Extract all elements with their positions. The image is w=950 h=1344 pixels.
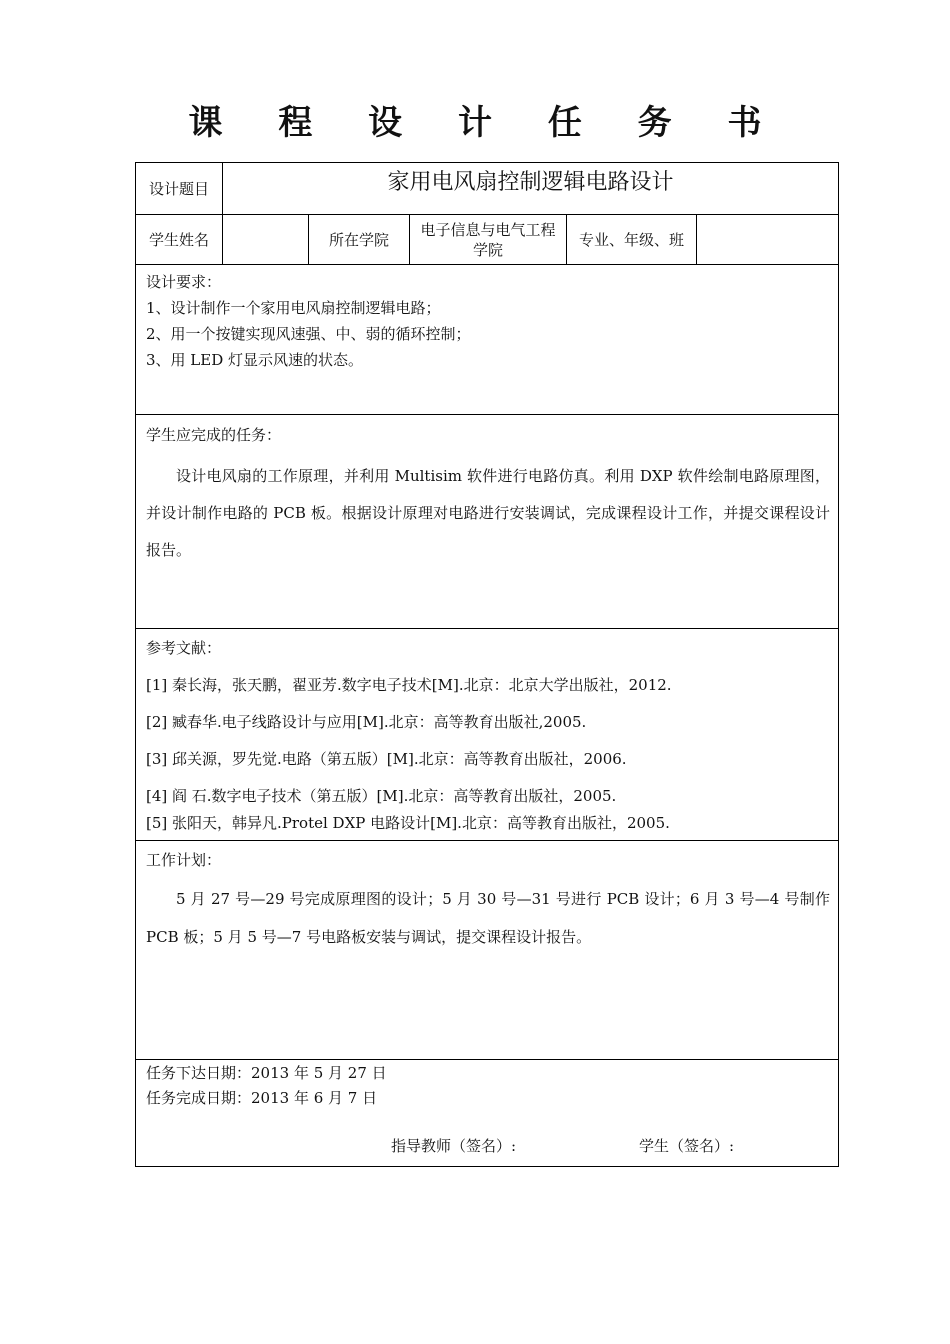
requirement-item: 2、用一个按键实现风速强、中、弱的循环控制；	[146, 325, 471, 343]
tasks-section	[146, 424, 830, 569]
teacher-signature-label: 指导教师（签名）:	[391, 1137, 517, 1155]
requirement-item: 3、用 LED 灯显示风速的状态。	[146, 351, 364, 369]
plan-heading: 工作计划：	[146, 851, 222, 869]
student-name-label: 学生姓名	[148, 230, 209, 249]
issue-date: 任务下达日期：2013 年 5 月 27 日	[146, 1064, 387, 1082]
college-label: 所在学院	[328, 230, 389, 249]
requirements-section	[146, 269, 471, 373]
requirement-item: 1、设计制作一个家用电风扇控制逻辑电路；	[146, 299, 441, 317]
reference-item: [5] 张阳天，韩异凡.Protel DXP 电路设计[M].北京：高等教育出版社，2005.	[146, 814, 670, 832]
tasks-body: 设计电风扇的工作原理，并利用 Multisim 软件进行电路仿真。利用 DXP 软件绘制电路原理图，并设计制作电路的 PCB 板。根据设计原理对电路进行安装调试，完成课程设计工作，并提交课程设计报告。	[146, 467, 830, 559]
major-label: 专业、年级、班	[578, 230, 684, 249]
reference-item: [4] 阎 石.数字电子技术（第五版）[M].北京：高等教育出版社，2005.	[146, 787, 617, 805]
major-value[interactable]	[697, 215, 838, 264]
topic-value: 家用电风扇控制逻辑电路设计	[387, 170, 674, 195]
plan-section	[146, 849, 830, 956]
reference-item: [2] 臧春华.电子线路设计与应用[M].北京：高等教育出版社,2005.	[146, 713, 587, 731]
references-heading: 参考文献：	[146, 639, 222, 657]
page-title: 课 程 设 计 任 务 书	[188, 103, 784, 143]
reference-item: [3] 邱关源，罗先觉.电路（第五版）[M].北京：高等教育出版社，2006.	[146, 750, 627, 768]
topic-label: 设计题目	[148, 179, 209, 198]
requirements-heading: 设计要求：	[146, 273, 222, 291]
dates-section	[146, 1061, 387, 1111]
student-name-value[interactable]	[223, 215, 308, 264]
complete-date: 任务完成日期：2013 年 6 月 7 日	[146, 1089, 378, 1107]
reference-item: [1] 秦长海，张天鹏，翟亚芳.数字电子技术[M].北京：北京大学出版社，2012.	[146, 676, 672, 694]
references-section	[146, 636, 672, 835]
college-value: 电子信息与电气工程学院	[420, 220, 556, 259]
task-form-table	[135, 162, 839, 1167]
student-signature-label: 学生（签名）:	[639, 1137, 735, 1155]
plan-body: 5 月 27 号—29 号完成原理图的设计；5 月 30 号—31 号进行 PCB 设计；6 月 3 号—4 号制作 PCB 板；5 月 5 号—7 号电路板安装与调试，提交课程设计报告。	[146, 890, 830, 946]
tasks-heading: 学生应完成的任务：	[146, 426, 282, 444]
